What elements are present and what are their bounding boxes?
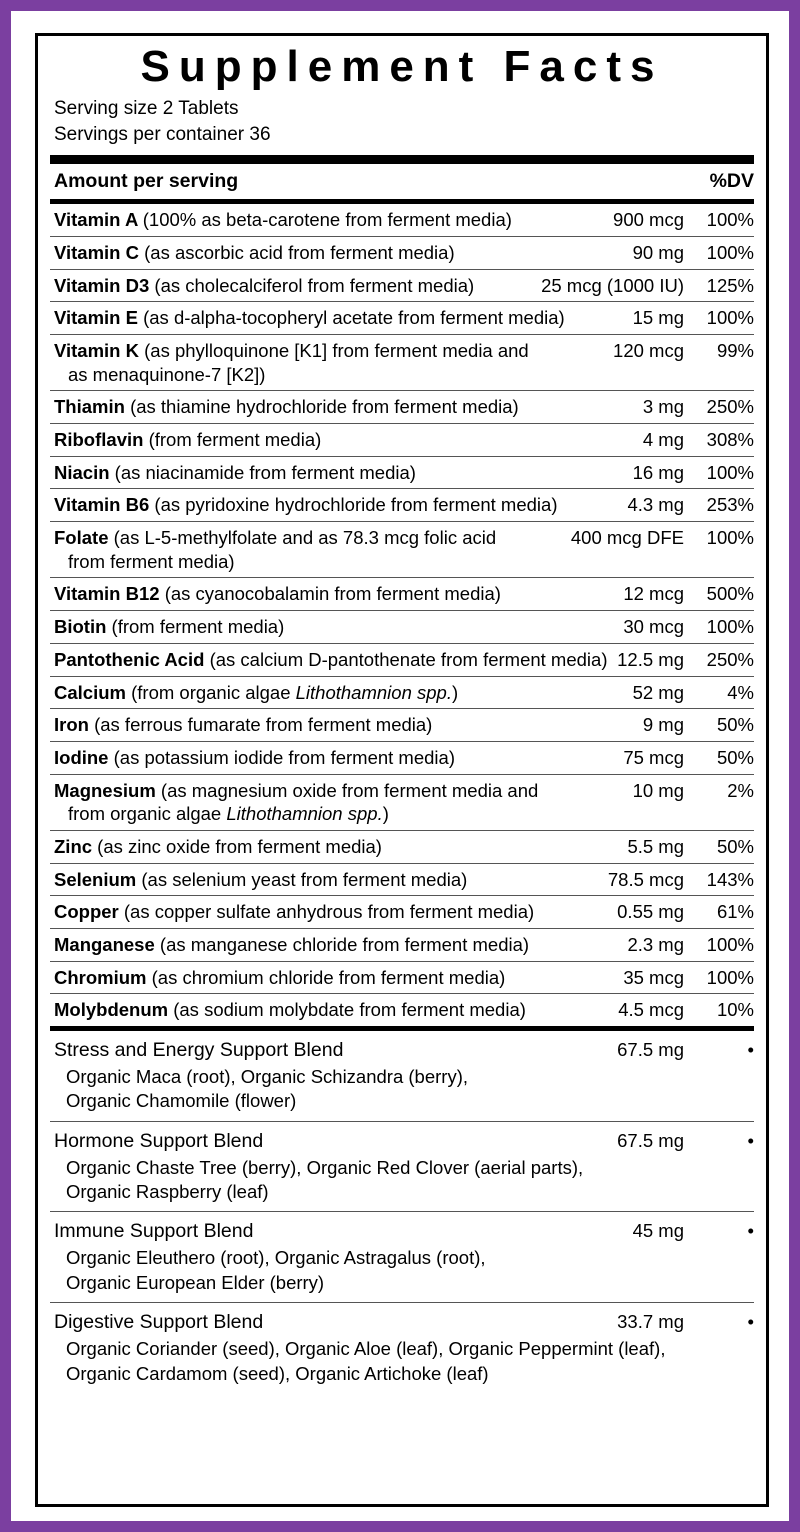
nutrient-amount: 12.5 mg [617,648,684,670]
blend-block [50,1122,754,1212]
nutrient-row [50,457,754,489]
blend-dv: • [747,1220,754,1242]
nutrient-dv: 308% [706,429,754,451]
blend-ingredient-line: Organic European Elder (berry) [66,1271,325,1293]
nutrient-row [50,775,754,830]
nutrient-dv: 100% [706,933,754,955]
blend-name: Hormone Support Blend [54,1129,264,1152]
nutrient-row [50,742,754,774]
nutrient-name [54,339,613,386]
nutrient-source: (from organic algae Lithothamnion spp.) [131,681,459,703]
nutrient-row [50,578,754,610]
nutrient-source: (as potassium iodide from ferment media) [113,746,455,768]
nutrient-row [50,302,754,334]
nutrient-label: Zinc [54,835,98,857]
nutrient-label: Molybdenum [54,999,174,1021]
nutrient-amount: 75 mcg [623,746,684,768]
nutrient-name [54,998,618,1022]
nutrient-amount: 25 mcg (1000 IU) [541,274,684,296]
nutrient-row [50,831,754,863]
nutrient-label: Vitamin B12 [54,583,165,605]
divider-thick-top [50,155,754,164]
nutrient-source: (as copper sulfate anhydrous from ferment media) [123,901,535,923]
nutrient-amount: 78.5 mcg [607,868,684,890]
blend-ingredient-line: Organic Chamomile (flower) [66,1090,297,1112]
nutrient-row [50,489,754,521]
nutrient-name [54,461,633,485]
nutrient-dv: 500% [706,583,754,605]
nutrient-name [54,713,643,737]
blend-dv: • [747,1129,754,1151]
nutrient-row [50,864,754,896]
nutrient-row [50,709,754,741]
nutrient-source-continued: as menaquinone-7 [K2]) [68,363,266,385]
nutrient-name [54,779,633,826]
nutrient-row [50,204,754,236]
blend-table [50,1031,754,1393]
nutrient-label: Vitamin E [54,307,144,329]
nutrient-source: (from ferment media) [111,616,285,638]
nutrient-source: (as ascorbic acid from ferment media) [144,242,455,264]
nutrient-row [50,929,754,961]
blend-row [50,1212,754,1246]
nutrient-label: Biotin [54,616,112,638]
supplement-facts-panel [35,33,769,1507]
nutrient-label: Vitamin D3 [54,274,155,296]
nutrient-name [54,306,633,330]
nutrient-source: (as sodium molybdate from ferment media) [173,999,526,1021]
nutrient-label: Riboflavin [54,429,149,451]
nutrient-amount: 3 mg [642,396,684,418]
blend-name: Immune Support Blend [54,1220,254,1243]
nutrient-source: (as cholecalciferol from ferment media) [154,274,475,296]
nutrient-amount: 15 mg [632,307,684,329]
nutrient-name [54,493,627,517]
nutrient-row [50,962,754,994]
nutrient-name [54,746,623,770]
nutrient-label: Magnesium [54,779,161,801]
nutrient-source: (as selenium yeast from ferment media) [141,868,468,890]
nutrient-name [54,933,627,957]
blend-amount: 67.5 mg [617,1038,684,1060]
nutrient-label: Iron [54,714,95,736]
nutrient-amount: 0.55 mg [617,901,684,923]
nutrient-row [50,270,754,302]
nutrient-source: (as thiamine hydrochloride from ferment media) [130,396,519,418]
nutrient-row [50,994,754,1026]
nutrient-name [54,208,613,232]
nutrient-dv: 2% [727,779,754,801]
nutrient-amount: 16 mg [632,461,684,483]
blend-row [50,1303,754,1337]
nutrient-source: (from ferment media) [148,429,322,451]
blend-amount: 67.5 mg [617,1129,684,1151]
nutrient-source: (as manganese chloride from ferment media) [159,933,530,955]
nutrient-label: Iodine [54,746,114,768]
nutrient-dv: 143% [706,868,754,890]
nutrient-source: (as ferrous fumarate from ferment media) [94,714,433,736]
nutrient-dv: 100% [706,209,754,231]
nutrient-source: (as cyanocobalamin from ferment media) [164,583,501,605]
nutrient-name [54,648,617,672]
nutrient-row [50,237,754,269]
nutrient-label: Niacin [54,461,115,483]
nutrient-dv: 4% [727,681,754,703]
blend-name: Digestive Support Blend [54,1311,264,1334]
nutrient-label: Calcium [54,681,132,703]
nutrient-label: Vitamin A [54,209,143,231]
nutrient-source: (as L-5-methylfolate and as 78.3 mcg folic acid [113,527,497,549]
nutrient-table [50,204,754,1025]
blend-ingredients [50,1246,754,1302]
blend-name: Stress and Energy Support Blend [54,1038,344,1061]
nutrient-label: Copper [54,901,124,923]
nutrient-source: (as phylloquinone [K1] from ferment media and [144,340,529,362]
nutrient-dv: 100% [706,527,754,549]
page-title: Supplement Facts [140,42,664,91]
blend-dv: • [747,1311,754,1333]
nutrient-dv: 125% [706,274,754,296]
nutrient-label: Chromium [54,966,152,988]
nutrient-amount: 52 mg [632,681,684,703]
nutrient-source: (as d-alpha-tocopheryl acetate from ferment media) [143,307,565,329]
dv-label: %DV [709,170,754,193]
blend-ingredient-line: Organic Cardamom (seed), Organic Artichoke (leaf) [66,1362,489,1384]
nutrient-source: (100% as beta-carotene from ferment media) [142,209,512,231]
blend-ingredient-line: Organic Raspberry (leaf) [66,1181,269,1203]
nutrient-label: Folate [54,527,114,549]
nutrient-dv: 100% [706,242,754,264]
nutrient-name [54,241,633,265]
nutrient-name [54,274,541,298]
nutrient-name [54,395,643,419]
nutrient-amount: 90 mg [632,242,684,264]
nutrient-name [54,582,623,606]
nutrient-label: Pantothenic Acid [54,648,210,670]
nutrient-source-continued: from organic algae Lithothamnion spp.) [68,803,389,825]
nutrient-amount: 4 mg [642,429,684,451]
nutrient-label: Selenium [54,868,142,890]
nutrient-label: Manganese [54,933,160,955]
blend-ingredient-line: Organic Chaste Tree (berry), Organic Red Clover (aerial parts), [66,1156,584,1178]
nutrient-name [54,966,623,990]
nutrient-name [54,835,627,859]
nutrient-row [50,611,754,643]
nutrient-amount: 12 mcg [623,583,684,605]
nutrient-amount: 10 mg [632,779,684,801]
nutrient-amount: 35 mcg [623,966,684,988]
nutrient-amount: 4.3 mg [627,494,684,516]
blend-dv: • [747,1038,754,1060]
nutrient-row [50,896,754,928]
blend-row [50,1122,754,1156]
nutrient-dv: 250% [706,648,754,670]
nutrient-amount: 2.3 mg [627,933,684,955]
nutrient-dv: 100% [706,307,754,329]
nutrient-source: (as chromium chloride from ferment media) [151,966,506,988]
nutrient-name [54,868,608,892]
nutrient-row [50,335,754,390]
blend-ingredients [50,1156,754,1212]
blend-ingredient-line: Organic Coriander (seed), Organic Aloe (leaf), Organic Peppermint (leaf), [66,1338,666,1360]
nutrient-dv: 50% [716,746,754,768]
nutrient-label: Vitamin K [54,340,145,362]
amount-per-serving-label: Amount per serving [54,170,239,193]
blend-ingredients [50,1337,754,1393]
nutrient-amount: 9 mg [642,714,684,736]
nutrient-label: Vitamin B6 [54,494,155,516]
blend-row [50,1031,754,1065]
nutrient-dv: 10% [716,999,754,1021]
nutrient-amount: 900 mcg [613,209,684,231]
serving-size: Serving size 2 Tablets [54,98,239,120]
nutrient-name [54,681,633,705]
nutrient-dv: 253% [706,494,754,516]
table-header [50,164,754,199]
blend-ingredients [50,1065,754,1121]
nutrient-source: (as zinc oxide from ferment media) [97,835,382,857]
nutrient-dv: 100% [706,461,754,483]
nutrient-dv: 100% [706,966,754,988]
nutrient-source: (as pyridoxine hydrochloride from ferment media) [154,494,558,516]
nutrient-row [50,391,754,423]
nutrient-name [54,428,643,452]
nutrient-dv: 50% [716,714,754,736]
blend-block [50,1212,754,1302]
nutrient-amount: 4.5 mcg [618,999,684,1021]
nutrient-dv: 100% [706,616,754,638]
blend-block [50,1031,754,1121]
nutrient-row [50,424,754,456]
blend-ingredient-line: Organic Eleuthero (root), Organic Astragalus (root), [66,1247,486,1269]
servings-per-container: Servings per container 36 [54,123,271,145]
nutrient-label: Thiamin [54,396,131,418]
blend-ingredient-line: Organic Maca (root), Organic Schizandra (berry), [66,1065,468,1087]
blend-amount: 45 mg [632,1220,684,1242]
blend-block [50,1303,754,1393]
nutrient-dv: 99% [716,340,754,362]
nutrient-row [50,677,754,709]
blend-amount: 33.7 mg [617,1311,684,1333]
nutrient-dv: 250% [706,396,754,418]
nutrient-amount: 30 mcg [623,616,684,638]
nutrient-source: (as niacinamide from ferment media) [114,461,416,483]
nutrient-dv: 61% [716,901,754,923]
nutrient-name [54,615,623,639]
nutrient-label: Vitamin C [54,242,145,264]
nutrient-row [50,644,754,676]
nutrient-source-continued: from ferment media) [68,550,235,572]
nutrient-name [54,900,617,924]
nutrient-name [54,526,571,573]
nutrient-amount: 120 mcg [613,340,684,362]
nutrient-dv: 50% [716,835,754,857]
nutrient-amount: 5.5 mg [627,835,684,857]
nutrient-row [50,522,754,577]
nutrient-amount: 400 mcg DFE [570,527,684,549]
nutrient-source: (as calcium D-pantothenate from ferment media) [209,648,608,670]
nutrient-source: (as magnesium oxide from ferment media and [160,779,539,801]
